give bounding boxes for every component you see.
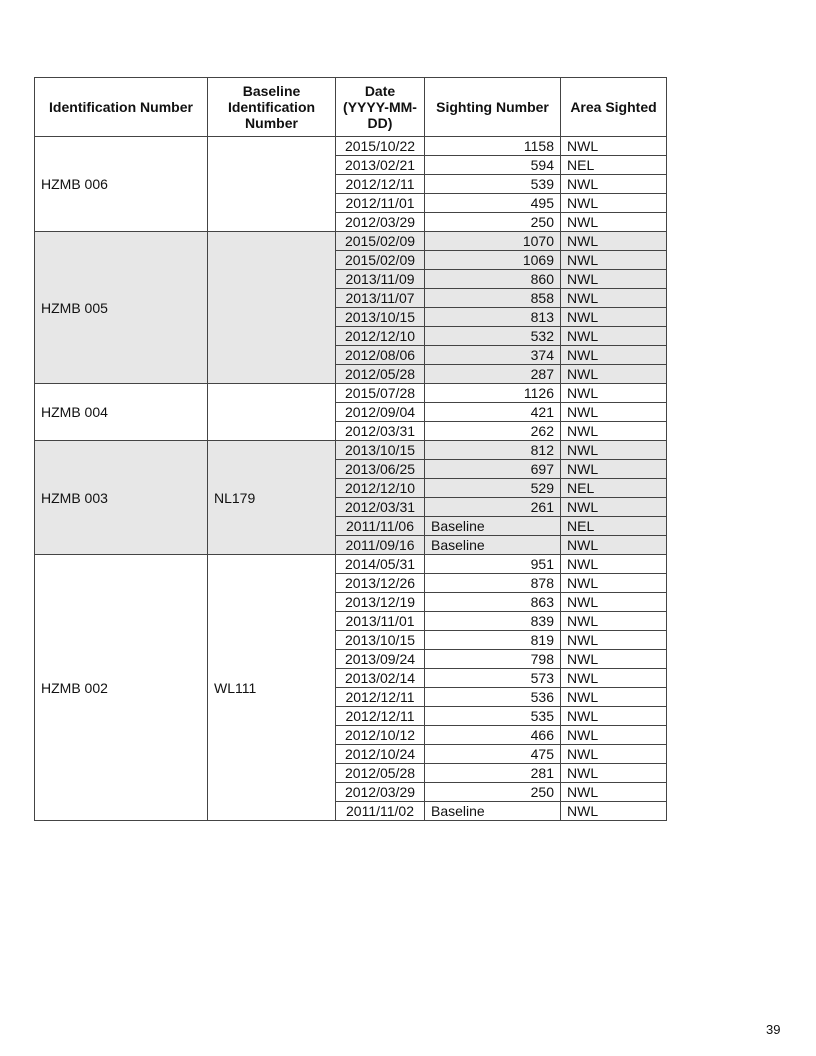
area-sighted-cell: NWL <box>561 270 667 289</box>
area-sighted-cell: NWL <box>561 498 667 517</box>
sighting-number-cell: 1158 <box>425 137 561 156</box>
date-cell: 2013/11/09 <box>336 270 425 289</box>
area-sighted-cell: NWL <box>561 555 667 574</box>
date-cell: 2012/05/28 <box>336 365 425 384</box>
header-date: Date (YYYY-MM-DD) <box>336 78 425 137</box>
date-cell: 2013/02/14 <box>336 669 425 688</box>
baseline-id-cell: WL111 <box>208 555 336 821</box>
sighting-number-cell: 813 <box>425 308 561 327</box>
table-row <box>35 384 667 403</box>
sighting-number-cell: 573 <box>425 669 561 688</box>
table-body <box>35 137 667 821</box>
area-sighted-cell: NWL <box>561 403 667 422</box>
baseline-id-cell <box>208 232 336 384</box>
date-cell: 2015/07/28 <box>336 384 425 403</box>
sighting-number-cell: 532 <box>425 327 561 346</box>
area-sighted-cell: NWL <box>561 802 667 821</box>
date-cell: 2012/11/01 <box>336 194 425 213</box>
area-sighted-cell: NWL <box>561 232 667 251</box>
identification-number-cell: HZMB 006 <box>35 137 208 232</box>
area-sighted-cell: NEL <box>561 156 667 175</box>
sighting-number-cell: 1126 <box>425 384 561 403</box>
date-cell: 2012/09/04 <box>336 403 425 422</box>
sighting-number-cell: 798 <box>425 650 561 669</box>
area-sighted-cell: NEL <box>561 517 667 536</box>
sighting-number-cell: 529 <box>425 479 561 498</box>
date-cell: 2012/10/12 <box>336 726 425 745</box>
area-sighted-cell: NWL <box>561 726 667 745</box>
date-cell: 2013/09/24 <box>336 650 425 669</box>
area-sighted-cell: NWL <box>561 384 667 403</box>
header-identification-number: Identification Number <box>35 78 208 137</box>
date-cell: 2013/02/21 <box>336 156 425 175</box>
baseline-id-cell <box>208 384 336 441</box>
sighting-number-cell: 594 <box>425 156 561 175</box>
area-sighted-cell: NWL <box>561 593 667 612</box>
date-cell: 2015/10/22 <box>336 137 425 156</box>
sighting-number-cell: 287 <box>425 365 561 384</box>
date-cell: 2012/12/10 <box>336 327 425 346</box>
area-sighted-cell: NWL <box>561 441 667 460</box>
table-row <box>35 232 667 251</box>
date-cell: 2012/12/11 <box>336 688 425 707</box>
header-area-sighted: Area Sighted <box>561 78 667 137</box>
sighting-number-cell: 697 <box>425 460 561 479</box>
sighting-number-cell: 1069 <box>425 251 561 270</box>
area-sighted-cell: NWL <box>561 669 667 688</box>
sighting-number-cell: 535 <box>425 707 561 726</box>
date-cell: 2013/11/01 <box>336 612 425 631</box>
sighting-number-cell: 475 <box>425 745 561 764</box>
sighting-number-cell: 878 <box>425 574 561 593</box>
sighting-number-cell: 421 <box>425 403 561 422</box>
sighting-number-cell: 839 <box>425 612 561 631</box>
sighting-number-cell: Baseline <box>425 517 561 536</box>
date-cell: 2013/10/15 <box>336 441 425 460</box>
sighting-number-cell: 281 <box>425 764 561 783</box>
sighting-number-cell: 495 <box>425 194 561 213</box>
page-number: 39 <box>766 1022 781 1037</box>
area-sighted-cell: NWL <box>561 175 667 194</box>
date-cell: 2012/03/29 <box>336 783 425 802</box>
sighting-number-cell: 812 <box>425 441 561 460</box>
sighting-number-cell: 1070 <box>425 232 561 251</box>
date-cell: 2015/02/09 <box>336 251 425 270</box>
area-sighted-cell: NWL <box>561 460 667 479</box>
sighting-number-cell: 250 <box>425 783 561 802</box>
sighting-number-cell: 466 <box>425 726 561 745</box>
date-cell: 2013/11/07 <box>336 289 425 308</box>
area-sighted-cell: NWL <box>561 213 667 232</box>
area-sighted-cell: NWL <box>561 289 667 308</box>
date-cell: 2012/10/24 <box>336 745 425 764</box>
table-row <box>35 441 667 460</box>
sighting-number-cell: 250 <box>425 213 561 232</box>
date-cell: 2014/05/31 <box>336 555 425 574</box>
area-sighted-cell: NWL <box>561 783 667 802</box>
area-sighted-cell: NWL <box>561 346 667 365</box>
date-cell: 2012/03/31 <box>336 422 425 441</box>
table-row <box>35 555 667 574</box>
area-sighted-cell: NWL <box>561 688 667 707</box>
date-cell: 2013/10/15 <box>336 308 425 327</box>
baseline-id-cell: NL179 <box>208 441 336 555</box>
area-sighted-cell: NWL <box>561 745 667 764</box>
sighting-number-cell: Baseline <box>425 536 561 555</box>
date-cell: 2012/03/29 <box>336 213 425 232</box>
date-cell: 2012/12/10 <box>336 479 425 498</box>
area-sighted-cell: NWL <box>561 194 667 213</box>
area-sighted-cell: NWL <box>561 327 667 346</box>
area-sighted-cell: NWL <box>561 650 667 669</box>
area-sighted-cell: NWL <box>561 251 667 270</box>
area-sighted-cell: NWL <box>561 764 667 783</box>
date-cell: 2013/12/19 <box>336 593 425 612</box>
date-cell: 2012/05/28 <box>336 764 425 783</box>
area-sighted-cell: NWL <box>561 308 667 327</box>
date-cell: 2011/11/02 <box>336 802 425 821</box>
sighting-number-cell: 539 <box>425 175 561 194</box>
date-cell: 2013/10/15 <box>336 631 425 650</box>
sighting-number-cell: 863 <box>425 593 561 612</box>
date-cell: 2012/03/31 <box>336 498 425 517</box>
sighting-number-cell: 819 <box>425 631 561 650</box>
date-cell: 2011/09/16 <box>336 536 425 555</box>
sighting-number-cell: 860 <box>425 270 561 289</box>
area-sighted-cell: NWL <box>561 365 667 384</box>
table-row <box>35 137 667 156</box>
date-cell: 2015/02/09 <box>336 232 425 251</box>
sighting-number-cell: Baseline <box>425 802 561 821</box>
baseline-id-cell <box>208 137 336 232</box>
identification-number-cell: HZMB 002 <box>35 555 208 821</box>
date-cell: 2013/06/25 <box>336 460 425 479</box>
date-cell: 2013/12/26 <box>336 574 425 593</box>
table-header-row <box>35 78 667 137</box>
sighting-number-cell: 536 <box>425 688 561 707</box>
date-cell: 2011/11/06 <box>336 517 425 536</box>
area-sighted-cell: NWL <box>561 422 667 441</box>
identification-number-cell: HZMB 004 <box>35 384 208 441</box>
identification-number-cell: HZMB 005 <box>35 232 208 384</box>
area-sighted-cell: NWL <box>561 631 667 650</box>
header-sighting-number: Sighting Number <box>425 78 561 137</box>
sighting-number-cell: 261 <box>425 498 561 517</box>
area-sighted-cell: NWL <box>561 612 667 631</box>
date-cell: 2012/12/11 <box>336 707 425 726</box>
area-sighted-cell: NWL <box>561 137 667 156</box>
area-sighted-cell: NEL <box>561 479 667 498</box>
header-baseline-identification-number: Baseline Identification Number <box>208 78 336 137</box>
area-sighted-cell: NWL <box>561 536 667 555</box>
sighting-number-cell: 858 <box>425 289 561 308</box>
identification-number-cell: HZMB 003 <box>35 441 208 555</box>
sighting-number-cell: 374 <box>425 346 561 365</box>
area-sighted-cell: NWL <box>561 707 667 726</box>
sighting-number-cell: 951 <box>425 555 561 574</box>
sighting-number-cell: 262 <box>425 422 561 441</box>
date-cell: 2012/12/11 <box>336 175 425 194</box>
area-sighted-cell: NWL <box>561 574 667 593</box>
sighting-table <box>34 77 667 821</box>
date-cell: 2012/08/06 <box>336 346 425 365</box>
